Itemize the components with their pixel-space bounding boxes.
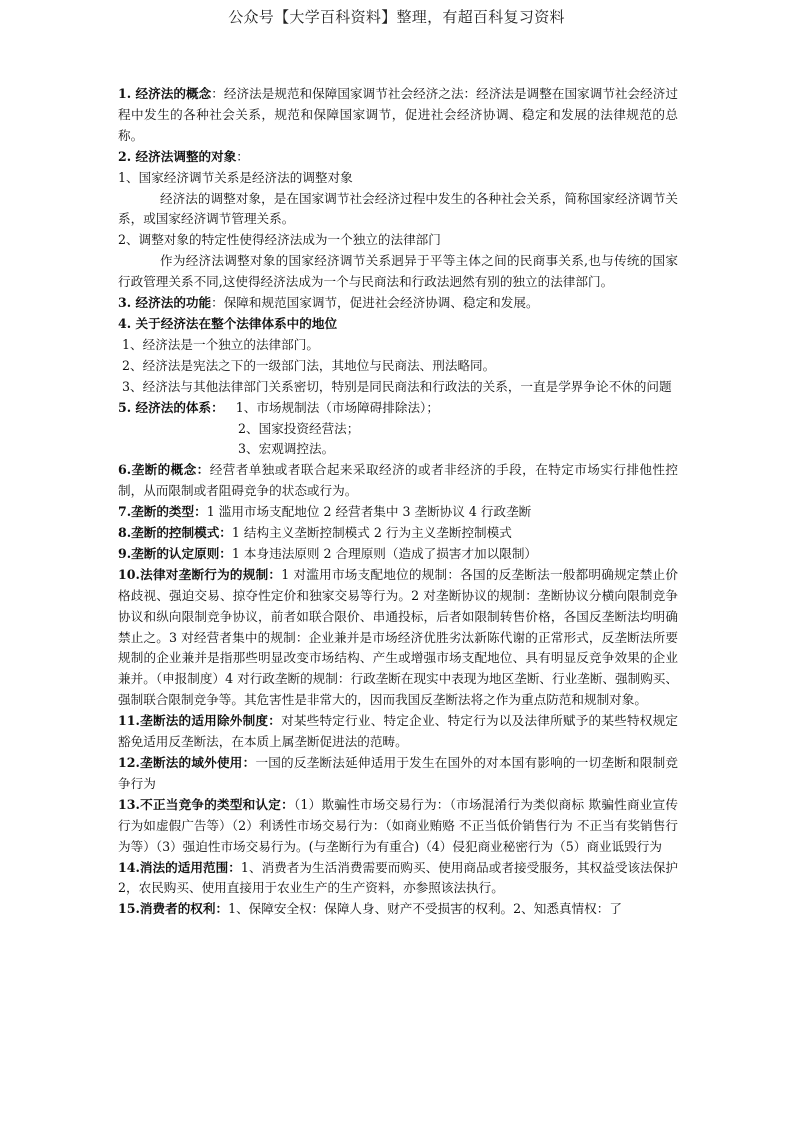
section-text: 1、消费者为生活消费需要而购买、使用商品或者接受服务，其权益受该法保护 2，农民购买、使用直接用于农业生产的生产资料，亦参照该法执行。 <box>118 859 678 896</box>
paragraph: 作为经济法调整对象的国家经济调节关系迥异于平等主体之间的民商事关系,也与传统的国家行政管理关系不同,这使得经济法成为一个与民商法和行政法迥然有别的独立的法律部门。 <box>118 253 678 290</box>
section-1 <box>118 84 678 147</box>
section-text: ： <box>236 148 249 164</box>
section-text: ：经济法是规范和保障国家调节社会经济之法：经济法是调整在国家调节社会经济过程中发生的各种社会关系，规范和保障国家调节，促进社会经济协调、稳定和发展的法律规范的总称。 <box>118 86 678 143</box>
section-title: 6.垄断的概念： <box>118 462 210 478</box>
page-header: 公众号【大学百科资料】整理，有超百科复习资料 <box>228 8 565 26</box>
section-4-title: 4. 关于经济法在整个法律体系中的地位 <box>118 315 338 331</box>
section-text: 1 本身违法原则 2 合理原则（造成了损害才加以限制） <box>231 545 538 561</box>
list-item: 3、宏观调控法。 <box>238 441 335 457</box>
section-title: 8.垄断的控制模式： <box>118 525 232 541</box>
section-8 <box>118 523 678 544</box>
section-11 <box>118 711 678 753</box>
section-title: 5. 经济法的体系 <box>118 399 212 415</box>
section-text: 经营者单独或者联合起来采取经济的或者非经济的手段，在特定市场实行排他性控制，从而限制或者阻碍竞争的状态或行为。 <box>118 462 679 499</box>
section-text: 对某些特定行业、特定企业、特定行为以及法律所赋予的某些特权规定豁免适用反垄断法，在本质上属垄断促进法的范畴。 <box>118 713 678 750</box>
section-text: 1 结构主义垄断控制模式 2 行为主义垄断控制模式 <box>231 525 512 541</box>
section-title: 13.不正当竞争的类型和认定： <box>118 796 294 812</box>
list-item: 2、国家投资经营法； <box>238 420 360 436</box>
section-10 <box>118 565 678 711</box>
section-12 <box>118 753 678 795</box>
section-13 <box>118 795 678 858</box>
section-text: 1 滥用市场支配地位 2 经营者集中 3 垄断协议 4 行政垄断 <box>206 504 532 520</box>
section-text: 1 对滥用市场支配地位的规制：各国的反垄断法一般都明确规定禁止价格歧视、强迫交易、掠夺性定价和独家交易等行为。2 对垄断协议的规制：垄断协议分横向限制竞争协议和纵向限制竞争协议，前者如联合限价、串通投标，后者如限制转售价格，各国反垄断法均明确禁止之。3 对经营者集中的规制：企业兼并是市场经济优胜劣汰新陈代谢的正常形式，反垄断法所要规制的企业兼并是指那些明显改变市场结构、产生或增强市场支配地位、具有明显反竞争效果的企业兼并。（申报制度）4 对行政垄断的规制：行政垄断在现实中表现为地区垄断、行业垄断、强制购买、强制联合限制竞争等。其危害性是非常大的，因而我国反垄断法将之作为重点防范和规制对象。 <box>118 566 678 708</box>
section-title: 7.垄断的类型： <box>118 504 207 520</box>
paragraph: 3、经济法与其他法律部门关系密切，特别是同民商法和行政法的关系，一直是学界争论不休的问题 <box>122 378 672 394</box>
paragraph: 1、国家经济调节关系是经济法的调整对象 <box>118 169 353 185</box>
paragraph: 经济法的调整对象，是在国家调节社会经济过程中发生的各种社会关系，简称国家经济调节关系，或国家经济调节管理关系。 <box>118 190 678 227</box>
section-title: 2. 经济法调整的对象 <box>118 148 237 164</box>
section-title: 3. 经济法的功能 <box>118 295 212 311</box>
section-2 <box>118 147 678 168</box>
section-title: 12.垄断法的域外使用： <box>118 755 256 770</box>
section-title: 15.消费者的权利： <box>118 901 229 917</box>
section-text: （1）欺骗性市场交易行为：（市场混淆行为类似商标 欺骗性商业宣传行为如虚假广告等）（2）利诱性市场交易行为：（如商业贿赂 不正当低价销售行为 不正当有奖销售行为等）（3）强迫性市场交易行为。(与垄断行为有重合)（4）侵犯商业秘密行为（5）商业诋毁行为 <box>118 796 678 854</box>
list-item: 1、市场规制法（市场障碍排除法）； <box>235 399 439 415</box>
section-title: 11.垄断法的适用除外制度： <box>118 713 282 729</box>
section-text: ：保障和规范国家调节，促进社会经济协调、稳定和发展。 <box>211 295 539 311</box>
section-5 <box>118 398 678 419</box>
section-7 <box>118 502 678 523</box>
paragraph: 2、经济法是宪法之下的一级部门法，其地位与民商法、刑法略同。 <box>122 357 496 373</box>
section-title: 9.垄断的认定原则： <box>118 545 232 561</box>
section-14 <box>118 858 678 900</box>
section-text: ： <box>211 399 224 415</box>
section-15 <box>118 899 678 920</box>
paragraph: 2、调整对象的特定性使得经济法成为一个独立的法律部门 <box>118 232 441 248</box>
section-6 <box>118 460 678 502</box>
section-title: 10.法律对垄断行为的规制： <box>118 566 282 582</box>
section-3 <box>118 293 678 314</box>
section-text: 一国的反垄断法延伸适用于发生在国外的对本国有影响的一切垄断和限制竞争行为 <box>118 755 678 791</box>
paragraph: 1、经济法是一个独立的法律部门。 <box>122 336 319 352</box>
section-9 <box>118 544 678 565</box>
section-title: 14.消法的适用范围： <box>118 859 241 875</box>
section-title: 1. 经济法的概念 <box>118 86 212 101</box>
section-text: 1、保障安全权：保障人身、财产不受损害的权利。2、知悉真情权：了 <box>228 901 622 917</box>
document-body <box>118 84 678 920</box>
